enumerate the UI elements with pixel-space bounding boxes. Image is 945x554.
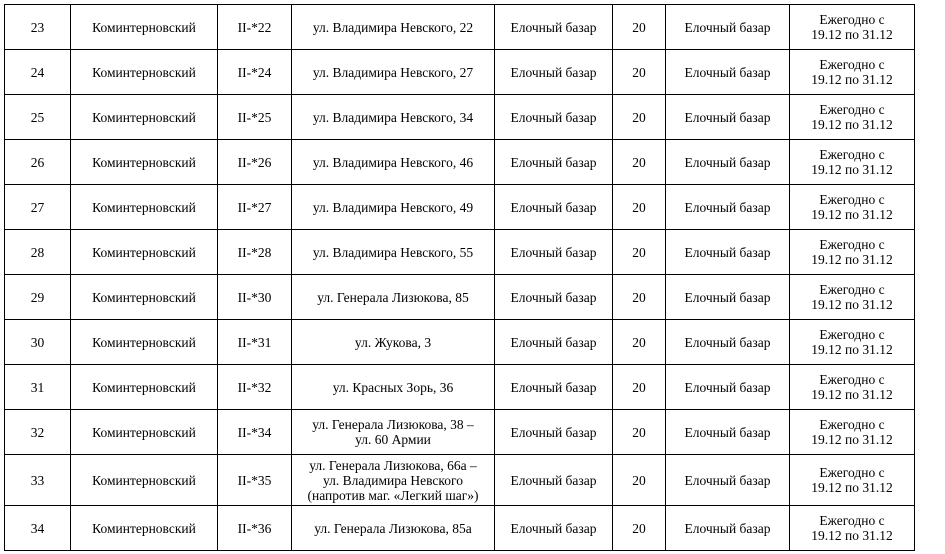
district-cell: Коминтерновский [71, 455, 218, 506]
period-line-1: Ежегодно с [819, 465, 885, 480]
code-cell: II-*35 [218, 455, 292, 506]
code-cell: II-*26 [218, 140, 292, 185]
type-cell: Елочный базар [495, 5, 613, 50]
area-cell: 20 [613, 140, 666, 185]
period-line-1: Ежегодно с [819, 57, 885, 72]
area-cell: 20 [613, 230, 666, 275]
period-line-2: 19.12 по 31.12 [811, 27, 893, 42]
type-cell: Елочный базар [495, 275, 613, 320]
locations-table [4, 4, 915, 551]
address-cell: ул. Генерала Лизюкова, 85 [292, 275, 495, 320]
area-cell: 20 [613, 506, 666, 551]
table-row [5, 185, 915, 230]
specialization-cell: Елочный базар [666, 185, 790, 230]
period-cell [790, 275, 915, 320]
row-number: 29 [5, 275, 71, 320]
district-cell: Коминтерновский [71, 95, 218, 140]
row-number: 25 [5, 95, 71, 140]
code-cell: II-*32 [218, 365, 292, 410]
period-cell [790, 185, 915, 230]
code-cell: II-*25 [218, 95, 292, 140]
area-cell: 20 [613, 320, 666, 365]
address-cell: ул. Владимира Невского, 46 [292, 140, 495, 185]
specialization-cell: Елочный базар [666, 95, 790, 140]
period-line-1: Ежегодно с [819, 12, 885, 27]
specialization-cell: Елочный базар [666, 410, 790, 455]
address-cell [292, 455, 495, 506]
period-cell [790, 95, 915, 140]
table-row [5, 230, 915, 275]
period-line-1: Ежегодно с [819, 513, 885, 528]
row-number: 30 [5, 320, 71, 365]
address-cell: ул. Генерала Лизюкова, 85а [292, 506, 495, 551]
code-cell: II-*24 [218, 50, 292, 95]
address-cell: ул. Красных Зорь, 36 [292, 365, 495, 410]
address-cell: ул. Владимира Невского, 22 [292, 5, 495, 50]
row-number: 24 [5, 50, 71, 95]
row-number: 31 [5, 365, 71, 410]
district-cell: Коминтерновский [71, 365, 218, 410]
specialization-cell: Елочный базар [666, 5, 790, 50]
row-number: 23 [5, 5, 71, 50]
district-cell: Коминтерновский [71, 5, 218, 50]
period-cell [790, 365, 915, 410]
address-line-2: ул. 60 Армии [355, 432, 431, 447]
specialization-cell: Елочный базар [666, 50, 790, 95]
period-cell [790, 320, 915, 365]
district-cell: Коминтерновский [71, 185, 218, 230]
code-cell: II-*22 [218, 5, 292, 50]
address-cell [292, 410, 495, 455]
district-cell: Коминтерновский [71, 275, 218, 320]
row-number: 27 [5, 185, 71, 230]
table-row [5, 410, 915, 455]
row-number: 33 [5, 455, 71, 506]
address-cell: ул. Владимира Невского, 55 [292, 230, 495, 275]
area-cell: 20 [613, 95, 666, 140]
district-cell: Коминтерновский [71, 50, 218, 95]
area-cell: 20 [613, 365, 666, 410]
period-line-2: 19.12 по 31.12 [811, 432, 893, 447]
period-line-1: Ежегодно с [819, 372, 885, 387]
period-line-2: 19.12 по 31.12 [811, 480, 893, 495]
code-cell: II-*30 [218, 275, 292, 320]
table-row [5, 365, 915, 410]
address-line-1: ул. Генерала Лизюкова, 66а – [309, 457, 477, 473]
row-number: 26 [5, 140, 71, 185]
specialization-cell: Елочный базар [666, 506, 790, 551]
type-cell: Елочный базар [495, 140, 613, 185]
type-cell: Елочный базар [495, 95, 613, 140]
table-row [5, 320, 915, 365]
period-line-1: Ежегодно с [819, 237, 885, 252]
period-line-1: Ежегодно с [819, 282, 885, 297]
address-cell: ул. Владимира Невского, 49 [292, 185, 495, 230]
area-cell: 20 [613, 275, 666, 320]
table-row [5, 455, 915, 506]
district-cell: Коминтерновский [71, 506, 218, 551]
table-row [5, 506, 915, 551]
area-cell: 20 [613, 455, 666, 506]
period-line-1: Ежегодно с [819, 147, 885, 162]
specialization-cell: Елочный базар [666, 455, 790, 506]
address-line-3: (напротив маг. «Легкий шаг») [307, 487, 479, 503]
area-cell: 20 [613, 185, 666, 230]
table-row [5, 50, 915, 95]
table-row [5, 140, 915, 185]
type-cell: Елочный базар [495, 50, 613, 95]
period-line-2: 19.12 по 31.12 [811, 387, 893, 402]
address-cell: ул. Владимира Невского, 27 [292, 50, 495, 95]
specialization-cell: Елочный базар [666, 275, 790, 320]
period-line-1: Ежегодно с [819, 417, 885, 432]
specialization-cell: Елочный базар [666, 230, 790, 275]
period-line-1: Ежегодно с [819, 327, 885, 342]
period-line-2: 19.12 по 31.12 [811, 252, 893, 267]
type-cell: Елочный базар [495, 365, 613, 410]
period-line-2: 19.12 по 31.12 [811, 162, 893, 177]
type-cell: Елочный базар [495, 230, 613, 275]
period-line-2: 19.12 по 31.12 [811, 528, 893, 543]
type-cell: Елочный базар [495, 506, 613, 551]
address-line-1: ул. Генерала Лизюкова, 38 – [312, 417, 474, 432]
code-cell: II-*31 [218, 320, 292, 365]
area-cell: 20 [613, 5, 666, 50]
area-cell: 20 [613, 50, 666, 95]
district-cell: Коминтерновский [71, 140, 218, 185]
district-cell: Коминтерновский [71, 230, 218, 275]
table-row [5, 275, 915, 320]
type-cell: Елочный базар [495, 455, 613, 506]
row-number: 34 [5, 506, 71, 551]
period-cell [790, 230, 915, 275]
period-line-2: 19.12 по 31.12 [811, 117, 893, 132]
period-line-1: Ежегодно с [819, 102, 885, 117]
period-cell [790, 410, 915, 455]
code-cell: II-*27 [218, 185, 292, 230]
row-number: 32 [5, 410, 71, 455]
district-cell: Коминтерновский [71, 410, 218, 455]
code-cell: II-*28 [218, 230, 292, 275]
period-cell [790, 5, 915, 50]
code-cell: II-*34 [218, 410, 292, 455]
period-line-2: 19.12 по 31.12 [811, 342, 893, 357]
period-cell [790, 455, 915, 506]
table-row [5, 5, 915, 50]
period-line-1: Ежегодно с [819, 192, 885, 207]
period-line-2: 19.12 по 31.12 [811, 207, 893, 222]
district-cell: Коминтерновский [71, 320, 218, 365]
table-row [5, 95, 915, 140]
address-cell: ул. Жукова, 3 [292, 320, 495, 365]
specialization-cell: Елочный базар [666, 365, 790, 410]
type-cell: Елочный базар [495, 185, 613, 230]
type-cell: Елочный базар [495, 410, 613, 455]
period-line-2: 19.12 по 31.12 [811, 72, 893, 87]
period-cell [790, 506, 915, 551]
area-cell: 20 [613, 410, 666, 455]
code-cell: II-*36 [218, 506, 292, 551]
specialization-cell: Елочный базар [666, 140, 790, 185]
type-cell: Елочный базар [495, 320, 613, 365]
period-line-2: 19.12 по 31.12 [811, 297, 893, 312]
period-cell [790, 50, 915, 95]
row-number: 28 [5, 230, 71, 275]
period-cell [790, 140, 915, 185]
specialization-cell: Елочный базар [666, 320, 790, 365]
address-line-2: ул. Владимира Невского [323, 472, 463, 488]
address-cell: ул. Владимира Невского, 34 [292, 95, 495, 140]
